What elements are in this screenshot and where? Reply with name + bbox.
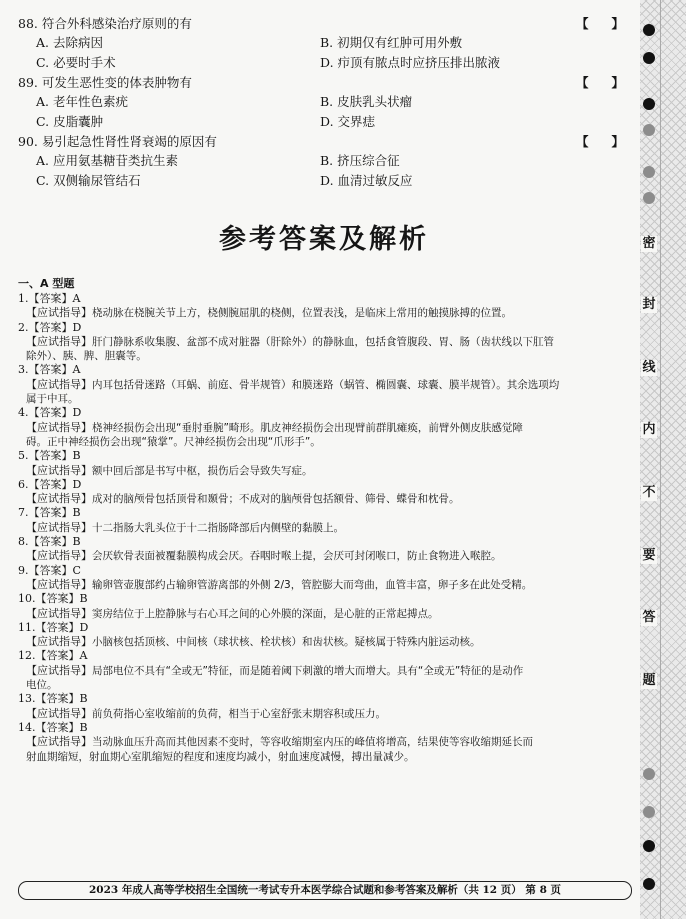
seal-char: 要	[642, 548, 656, 563]
guidance-text: 前负荷指心室收缩前的负荷，相当于心室舒张末期容积或压力。	[92, 707, 386, 720]
guidance-line: 属于中耳。	[26, 393, 79, 406]
answer-line: 9.【答案】C	[18, 563, 81, 577]
answer-list	[18, 292, 630, 764]
bracket-left: 【	[576, 75, 589, 90]
option: C. 双侧输尿管结石	[36, 173, 141, 188]
guidance-line	[18, 306, 630, 320]
guidance-text: 额中回后部是书写中枢，损伤后会导致失写症。	[92, 464, 313, 477]
answer-line: 5.【答案】B	[18, 449, 81, 463]
guidance-line	[18, 607, 630, 621]
guidance-text: 窦房结位于上腔静脉与右心耳之间的心外膜的深面，是心脏的正常起搏点。	[92, 607, 439, 620]
guidance-tag: 【应试指导】	[26, 706, 92, 720]
question-block	[18, 14, 630, 73]
answer-line: 10.【答案】B	[18, 592, 88, 606]
option: C. 必要时手术	[36, 55, 116, 70]
answer-bracket	[576, 73, 624, 92]
seal-char: 线	[642, 360, 656, 375]
guidance-tag: 【应试指导】	[26, 635, 92, 649]
question-options	[18, 92, 630, 132]
guidance-text: 当动脉血压升高而其他因素不变时，等容收缩期室内压的峰值将增高，结果使等容收缩期延长而	[92, 736, 533, 749]
guidance-text: 局部电位不具有“全或无”特征，而是随着阈下刺激的增大而增大。具有“全或无”特征的是动作	[92, 664, 524, 677]
guidance-line	[18, 464, 630, 478]
guidance-text: 桡动脉在桡腕关节上方，桡侧腕屈肌的桡侧，位置表浅，是临床上常用的触摸脉搏的位置。	[92, 307, 512, 320]
guidance-line	[18, 378, 630, 392]
binding-hole	[643, 192, 655, 204]
guidance-line	[18, 335, 630, 349]
guidance-line	[18, 578, 630, 592]
bracket-left: 【	[576, 16, 589, 31]
guidance-text: 肝门静脉系收集腹、盆部不成对脏器（肝除外）的静脉血，包括食管腹段、胃、肠（齿状线以下肛管	[92, 335, 554, 348]
guidance-text: 桡神经损伤会出现“垂肘垂腕”畸形。肌皮神经损伤会出现臂前群肌瘫痪，前臂外侧皮肤感觉障	[92, 421, 523, 434]
binding-hole	[643, 806, 655, 818]
question-text: 88. 符合外科感染治疗原则的有	[18, 16, 192, 31]
guidance-line	[18, 707, 630, 721]
answer-line: 4.【答案】D	[18, 406, 82, 420]
guidance-line	[18, 421, 630, 435]
guidance-text: 内耳包括骨迷路（耳蜗、前庭、骨半规管）和膜迷路（蜗管、椭圆囊、球囊、膜半规管）。其余选项均	[92, 378, 560, 391]
question-block	[18, 132, 630, 191]
option: B. 初期仅有红肿可用外敷	[320, 35, 463, 50]
answer-line: 8.【答案】B	[18, 535, 81, 549]
guidance-tag: 【应试指导】	[26, 420, 92, 434]
option: C. 皮脂囊肿	[36, 114, 104, 129]
binding-hole	[643, 166, 655, 178]
bracket-left: 【	[576, 134, 589, 149]
page-heading: 参考答案及解析	[219, 224, 429, 255]
guidance-line	[18, 492, 630, 506]
guidance-text: 十二指肠大乳头位于十二指肠降部后内侧壁的黏膜上。	[92, 521, 344, 534]
guidance-line	[18, 635, 630, 649]
answer-line: 3.【答案】A	[18, 363, 81, 377]
guidance-tag: 【应试指导】	[26, 663, 92, 677]
option: D. 疖顶有脓点时应挤压排出脓液	[320, 55, 501, 70]
binding-hole	[643, 878, 655, 890]
answer-line: 14.【答案】B	[18, 720, 88, 734]
guidance-tag: 【应试指导】	[26, 492, 92, 506]
seal-char: 不	[642, 485, 656, 500]
guidance-line	[18, 735, 630, 749]
answer-line: 2.【答案】D	[18, 320, 82, 334]
guidance-line	[18, 664, 630, 678]
binding-hole	[643, 98, 655, 110]
binding-hole	[643, 124, 655, 136]
answer-line: 13.【答案】B	[18, 692, 88, 706]
question-title	[18, 132, 630, 151]
seal-char: 题	[642, 673, 656, 688]
guidance-tag: 【应试指导】	[26, 463, 92, 477]
guidance-tag: 【应试指导】	[26, 549, 92, 563]
guidance-tag: 【应试指导】	[26, 334, 92, 348]
seal-line	[660, 0, 661, 919]
binding-hole	[643, 768, 655, 780]
seal-char: 封	[642, 297, 656, 312]
guidance-text: 会厌软骨表面被覆黏膜构成会厌。吞咽时喉上提，会厌可封闭喉口，防止食物进入喉腔。	[92, 550, 502, 563]
binding-hole	[643, 52, 655, 64]
section-title: 一、A 型题	[18, 277, 75, 290]
guidance-line: 除外）、胰、脾、胆囊等。	[26, 350, 147, 363]
page-footer: 2023 年成人高等学校招生全国统一考试专升本医学综合试题和参考答案及解析（共 12 页） 第 8 页	[18, 881, 632, 900]
option: B. 挤压综合征	[320, 153, 400, 168]
binding-hole	[643, 24, 655, 36]
binding-hole	[643, 840, 655, 852]
answer-line: 12.【答案】A	[18, 649, 88, 663]
guidance-tag: 【应试指导】	[26, 577, 92, 591]
question-title	[18, 14, 630, 33]
guidance-tag: 【应试指导】	[26, 377, 92, 391]
question-text: 89. 可发生恶性变的体表肿物有	[18, 75, 192, 90]
answer-bracket	[576, 14, 624, 33]
answer-line: 11.【答案】D	[18, 620, 89, 634]
answer-bracket	[576, 132, 624, 151]
guidance-line: 射血期缩短，射血期心室肌缩短的程度和速度均减小，射血速度减慢，搏出量减少。	[26, 750, 415, 763]
question-list	[18, 14, 630, 191]
seal-char: 密	[642, 236, 656, 251]
guidance-line	[18, 521, 630, 535]
question-options	[18, 151, 630, 191]
answer-line: 7.【答案】B	[18, 506, 81, 520]
bracket-right: 】	[611, 134, 624, 149]
option: A. 老年性色素疣	[36, 94, 128, 109]
option: D. 血清过敏反应	[320, 173, 413, 188]
guidance-text: 成对的脑颅骨包括顶骨和颞骨；不成对的脑颅骨包括额骨、筛骨、蝶骨和枕骨。	[92, 493, 460, 506]
question-title	[18, 73, 630, 92]
guidance-tag: 【应试指导】	[26, 735, 92, 749]
option: A. 应用氨基糖苷类抗生素	[36, 153, 178, 168]
answer-line: 6.【答案】D	[18, 477, 82, 491]
question-text: 90. 易引起急性肾性肾衰竭的原因有	[18, 134, 217, 149]
option: B. 皮肤乳头状瘤	[320, 94, 413, 109]
page-content	[18, 14, 630, 764]
seal-strip	[640, 0, 686, 919]
guidance-tag: 【应试指导】	[26, 520, 92, 534]
bracket-right: 】	[611, 75, 624, 90]
guidance-text: 小脑核包括顶核、中间核（球状核、栓状核）和齿状核。疑核属于特殊内脏运动核。	[92, 636, 481, 649]
seal-char: 内	[642, 422, 656, 437]
question-block	[18, 73, 630, 132]
answer-line: 1.【答案】A	[18, 292, 81, 305]
question-options	[18, 33, 630, 73]
bracket-right: 】	[611, 16, 624, 31]
option: A. 去除病因	[36, 35, 103, 50]
seal-char: 答	[642, 610, 656, 625]
option: D. 交界痣	[320, 114, 376, 129]
guidance-line: 碍。正中神经损伤会出现“猿掌”。尺神经损伤会出现“爪形手”。	[26, 435, 321, 448]
guidance-tag: 【应试指导】	[26, 306, 92, 320]
guidance-text: 输卵管壶腹部约占输卵管游离部的外侧 2/3，管腔膨大而弯曲，血管丰富，卵子多在此处受精。	[92, 578, 533, 591]
guidance-line	[18, 549, 630, 563]
guidance-line: 电位。	[26, 679, 58, 692]
guidance-tag: 【应试指导】	[26, 606, 92, 620]
